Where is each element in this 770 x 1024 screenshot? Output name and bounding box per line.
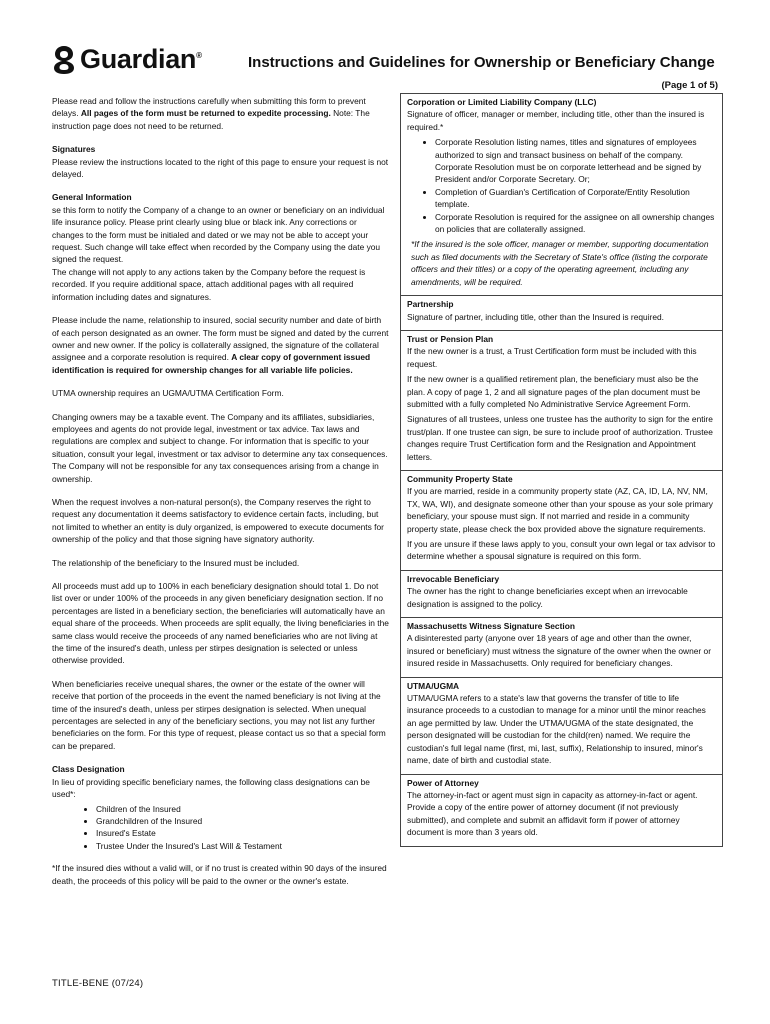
corporation-note: *If the insured is the sole officer, manager or member, supporting documentation such as filed documents with the Secretary of State's office (listing the corporate officers and their titles) or a copy of the operating agreement, including any amendments, will be required.	[411, 239, 709, 287]
list-item: • Children of the Insured	[96, 803, 390, 815]
massachusetts-box: Massachusetts Witness Signature Section A disinterested party (anyone over 18 years of age and other than the owner, insured or beneficiary) must witness the signature of the owner when the owner or insured reside in Massachusetts. Only required for beneficiary changes.	[401, 618, 722, 678]
proceeds-paragraph: All proceeds must add up to 100% in each beneficiary designation should total 1. Do not list over or under 100% of the proceeds in any given beneficiary designation section. If no percentages are listed in a beneficiary section, the beneficiaries will automatically have an equal share of the proceeds. When proceeds are split equally, the living beneficiaries in the same class would receive the proceeds of any named beneficiaries who are not living at the time of the insured's death, unless per stirpes designation is selected or unless otherwise provided.	[52, 581, 389, 666]
partnership-box: Partnership Signature of partner, including title, other than the Insured is required.	[401, 296, 722, 331]
tax-paragraph: Changing owners may be a taxable event. The Company and its affiliates, subsidiaries, employees and agents do not provide legal, investment or tax advice. Tax laws and regulations are complex and subject to change. For information that is specific to your situation, consult your legal, investment or tax advisor to determine any tax consequences. The Company will not be responsible for any tax consequences arising from a change in ownership.	[52, 411, 388, 484]
page-title: Instructions and Guidelines for Ownership or Beneficiary Change	[248, 54, 715, 71]
list-item: • Trustee Under the Insured's Last Will & Testament	[96, 840, 390, 852]
list-item: • Grandchildren of the Insured	[96, 815, 390, 827]
list-item: • Insured's Estate	[96, 827, 390, 839]
power-of-attorney-box: Power of Attorney The attorney-in-fact or agent must sign in capacity as attorney-in-fact or agent. Provide a copy of the entire power of attorney document (if not previously submitted), and complete and submit an affidavit form if power of attorney document is more than 3 years old.	[401, 775, 722, 846]
trust-box: Trust or Pension Plan If the new owner is a trust, a Trust Certification form must be included with this request. If the new owner is a qualified retirement plan, the beneficiary must also be the plan. A copy of page 1, 2 and all signature pages of the plan document must be submitted with a fully completed No Administrative Service Agreement Form. Signatures of all trustees, unless one trustee has the authority to sign for the entire trust/plan. If one trustee can sign, be sure to include proof of authorization. Trustee changes require Trust Certification form and the Resignation and Appointment letters.	[401, 331, 722, 471]
relationship-paragraph: The relationship of the beneficiary to the Insured must be included.	[52, 557, 300, 568]
utma-box: UTMA/UGMA UTMA/UGMA refers to a state's law that governs the transfer of title to life insurance proceeds to a custodian to manage for a minor until the minor reaches an age permitted by law. Under the UTMA/UGMA of the state designated, the person designated will be custodian for the child(ren) named. We require the custodian's full legal name (first, mi, last, suffix), Relationship to insured, minor's name, date of birth and custodial state.	[401, 678, 722, 775]
corporation-list	[407, 136, 716, 235]
irrevocable-heading: Irrevocable Beneficiary	[407, 573, 500, 584]
footnote: *If the insured dies without a valid will, or if no trust is created within 90 days of the insured death, the proceeds of this policy will be paid to the owner or the owner's estate.	[52, 863, 387, 886]
utma-heading: UTMA/UGMA	[407, 680, 460, 691]
community-property-box: Community Property State If you are married, reside in a community property state (AZ, CA, ID, LA, NV, NM, TX, WA, WI), and designate someone other than your spouse as your sole primary beneficiary, your spouse must sign. If not married and reside in a community property state, please check the box provided above the signature requirements. If you are unsure if these laws apply to you, consult your own legal or tax advisor to determine whether a spousal signature is required on this form.	[401, 471, 722, 571]
list-item: • Completion of Guardian's Certification of Corporate/Entity Resolution template.	[435, 186, 716, 211]
irrevocable-box: Irrevocable Beneficiary The owner has the right to change beneficiaries except when an irrevocable designation is assigned to the policy.	[401, 571, 722, 618]
unequal-shares-paragraph: When beneficiaries receive unequal shares, the owner or the estate of the owner will receive that portion of the proceeds in the event the named beneficiary is not living at the time of the insured's death, unless per stirpes designation is selected. When unequal percentages are selected in any of the beneficiary sections, you may not list any further beneficiaries on the form. For this type of request, please contact us so that a special form can be prepared.	[52, 678, 386, 751]
general-info-paragraph-2: The change will not apply to any actions taken by the Company before the request is recorded. If you require additional space, attach additional pages with all required information including dates and signatures.	[52, 266, 366, 302]
guardian-logo	[52, 44, 202, 75]
right-column	[400, 93, 723, 847]
corporation-heading: Corporation or Limited Liability Company (LLC)	[407, 97, 597, 107]
massachusetts-heading: Massachusetts Witness Signature Section	[407, 621, 575, 632]
form-code: TITLE-BENE (07/24)	[52, 978, 144, 989]
intro-paragraph: Please read and follow the instructions carefully when submitting this form to prevent delays. All pages of the form must be returned to expedite processing. Note: The instruction page does not need to be returned.	[52, 96, 370, 131]
natural-person-paragraph: When the request involves a non-natural person(s), the Company reserves the right to request any documentation it deems satisfactory to evidence certain facts, including, but not limited to whether an entity is duly organized, is empowered to execute documents for ownership of the policy and that those signing have signatory authority.	[52, 496, 384, 545]
partnership-heading: Partnership	[407, 299, 454, 310]
utma-paragraph: UTMA ownership requires an UGMA/UTMA Certification Form.	[52, 388, 284, 399]
class-designation-heading: Class Designation	[52, 764, 125, 775]
brand-name: Guardian®	[80, 44, 202, 74]
general-info-heading: General Information	[52, 192, 132, 203]
class-designation-list	[52, 803, 390, 853]
trust-heading: Trust or Pension Plan	[407, 333, 494, 344]
owner-paragraph: Please include the name, relationship to insured, social security number and date of birth of each person designated as an owner. The form must be signed and dated by the current owner and new owner. If the policy is collaterally assigned, the signature of the collateral assignee and a corporate resolution is required. A clear copy of government issued identification is required for ownership changes for all variable life policies.	[52, 315, 389, 375]
community-property-heading: Community Property State	[407, 473, 513, 484]
signatures-heading: Signatures	[52, 144, 96, 155]
page-number: (Page 1 of 5)	[661, 80, 718, 91]
signatures-section: Signatures Please review the instructions located to the right of this page to ensure your request is not delayed.	[52, 144, 389, 180]
left-column	[52, 95, 390, 898]
class-designation-section: Class Designation In lieu of providing specific beneficiary names, the following class designations can be used*:	[52, 763, 390, 800]
list-item: • Corporate Resolution is required for the assignee on all ownership changes on policies that are collaterally assigned.	[435, 211, 716, 236]
corporation-box: Corporation or Limited Liability Company (LLC) Signature of officer, manager or member, including title, other than the insured is required.* • Corporate Resolution listing names, titles and signatures of employees authorized to sign and transact business on behalf of the company. Corporate Resolution must be on corporate letterhead and be signed by President and/or Corporate Secretary. Or; • Completion of Guardian's Certification of Corporate/Entity Resolution template. • Corporate Resolution is required for the assignee on all ownership changes on policies that are collaterally assigned. *If the insured is the sole officer, manager or member, supporting documentation such as filed documents with the Secretary of State's office (listing the corporate officers and their titles) or a copy of the operating agreement, including any amendments, will be required.	[401, 94, 722, 296]
guardian-shield-icon	[52, 45, 76, 75]
power-of-attorney-heading: Power of Attorney	[407, 777, 479, 788]
general-info-section: General Information se this form to notify the Company of a change to an owner or beneficiary on an individual life insurance policy. Please print clearly using blue or black ink. Any corrections or changes to the form must be initialed and dated or we may not be able to accept your request. Such change will take effect when recorded by the Company using the date you signed the request.	[52, 191, 390, 265]
list-item: • Corporate Resolution listing names, titles and signatures of employees authorized to sign and transact business on behalf of the company. Corporate Resolution must be on corporate letterhead and be signed by President and/or Corporate Secretary. Or;	[435, 136, 716, 186]
